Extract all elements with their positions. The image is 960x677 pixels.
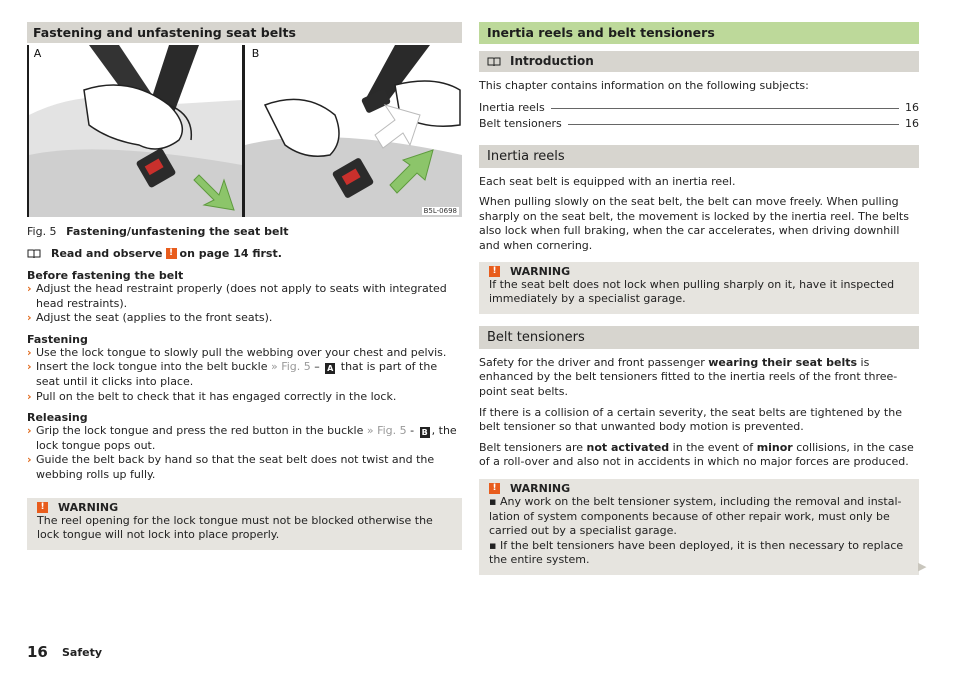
- table-of-contents: [479, 98, 919, 130]
- letter-b-badge: B: [421, 428, 428, 438]
- fastening-heading: Fastening: [27, 332, 88, 346]
- letter-a-badge: A: [327, 364, 334, 374]
- before-heading: Before fastening the belt: [27, 269, 184, 282]
- introduction-header: Introduction: [479, 51, 919, 72]
- panel-b-label: B: [249, 47, 262, 60]
- belt-tensioners-header: Belt tensioners: [479, 326, 919, 349]
- figure-caption-text: Fastening/unfastening the seat belt: [66, 225, 289, 238]
- list-item: › Adjust the seat (applies to the front seats).: [27, 311, 273, 325]
- figure-caption: [27, 225, 462, 238]
- warning-text: [479, 495, 919, 568]
- list-item: › Use the lock tongue to slowly pull the webbing over your chest and pelvis.: [27, 345, 447, 359]
- read-and-observe: [27, 247, 462, 260]
- warning-box: [479, 262, 919, 314]
- warning-title: ! WARNING: [479, 262, 919, 278]
- intro-text: This chapter contains information on the following subjects:: [479, 79, 809, 92]
- right-column: [479, 22, 919, 575]
- chevron-right-icon: ›: [27, 345, 32, 359]
- warning-title: ! WARNING: [27, 498, 462, 514]
- chevron-right-icon: ›: [27, 453, 32, 467]
- read-observe-suffix: on page 14 first.: [179, 247, 282, 260]
- page-number: 16: [27, 643, 48, 661]
- toc-row[interactable]: Inertia reels 16: [479, 100, 919, 114]
- inertia-reels-header: Inertia reels: [479, 145, 919, 168]
- tensioner-paragraph-3: Belt tensioners are not activated in the event of minor collisions, in the case of a roll-over and also not in accidents in which no major forces are produced.: [479, 440, 914, 469]
- warning-text: The reel opening for the lock tongue must not be blocked otherwise the lock tongue will not lock into place properly.: [37, 513, 433, 542]
- illustration-panel-a: [29, 45, 242, 217]
- tensioner-paragraph-1: Safety for the driver and front passenger wearing their seat belts is enhanced by the belt tensioners fitted to the inertia reels of the front three-point seat belts.: [479, 355, 898, 398]
- figure-reference-link[interactable]: » Fig. 5: [270, 360, 311, 374]
- section-title-inertia: Inertia reels and belt tensioners: [479, 22, 919, 44]
- list-item: › Guide the belt back by hand so that the seat belt does not twist and the webbing rolls up fully.: [27, 453, 435, 481]
- warning-box: [479, 479, 919, 575]
- figure-code: B5L-0698: [423, 207, 457, 215]
- releasing-heading: Releasing: [27, 411, 88, 425]
- book-icon: [487, 57, 501, 67]
- warning-bullet-item: ▪ If the belt tensioners have been deployed, it is then necessary to replace the entire system.: [489, 538, 904, 567]
- section-title-fastening: Fastening and unfastening seat belts: [27, 22, 462, 43]
- figure-seat-belt: [27, 45, 462, 217]
- figure-number: Fig. 5: [27, 225, 57, 238]
- list-item: › Insert the lock tongue into the belt buckle » Fig. 5 – A that is part of the seat until it clicks into place.: [27, 360, 438, 388]
- inertia-paragraph-1: Each seat belt is equipped with an inertia reel.: [479, 174, 736, 188]
- warning-icon: !: [489, 266, 500, 277]
- footer-section: Safety: [62, 646, 103, 659]
- warning-icon: !: [37, 502, 48, 513]
- warning-bullet-item: ▪ Any work on the belt tensioner system, including the removal and installation of system components because of other repair work, must only be carried out by a specialist garage.: [489, 494, 902, 538]
- figure-panel-b: [245, 45, 462, 217]
- chevron-right-icon: ›: [27, 311, 32, 325]
- illustration-panel-b: [245, 45, 462, 217]
- read-observe-prefix: Read and observe: [51, 247, 163, 260]
- warning-icon: !: [166, 248, 177, 259]
- chevron-right-icon: ›: [27, 282, 32, 295]
- chevron-right-icon: ›: [27, 424, 32, 438]
- list-item: › Pull on the belt to check that it has engaged correctly in the lock.: [27, 389, 397, 403]
- inertia-paragraph-2: When pulling slowly on the seat belt, the belt can move freely. When pulling sharply on the seat belt, the movement is locked by the inertia reel. The belts also lock when full braking, when the car accelerates, when driving downhill and when cornering.: [479, 195, 909, 252]
- chevron-right-icon: ›: [27, 360, 32, 374]
- chevron-right-icon: ›: [27, 389, 32, 403]
- left-column: [27, 22, 462, 550]
- list-item: › Grip the lock tongue and press the red button in the buckle » Fig. 5 - B , the lock tongue pops out.: [27, 424, 457, 452]
- continue-arrow-icon: ▶: [918, 560, 927, 573]
- book-icon: [27, 249, 41, 259]
- warning-box: [27, 498, 462, 550]
- panel-a-label: A: [31, 47, 44, 60]
- warning-icon: !: [489, 483, 500, 494]
- list-item: › Adjust the head restraint properly (does not apply to seats with integrated head restraints).: [27, 282, 447, 310]
- toc-row[interactable]: Belt tensioners 16: [479, 116, 919, 130]
- warning-text: If the seat belt does not lock when pulling sharply on it, have it inspected immediately by a specialist garage.: [489, 277, 895, 306]
- figure-panel-a: [29, 45, 242, 217]
- tensioner-paragraph-2: If there is a collision of a certain severity, the seat belts are tightened by the belt tensioner so that unwanted body motion is prevented.: [479, 405, 902, 434]
- warning-title: ! WARNING: [479, 479, 919, 495]
- figure-reference-link[interactable]: » Fig. 5: [366, 424, 407, 438]
